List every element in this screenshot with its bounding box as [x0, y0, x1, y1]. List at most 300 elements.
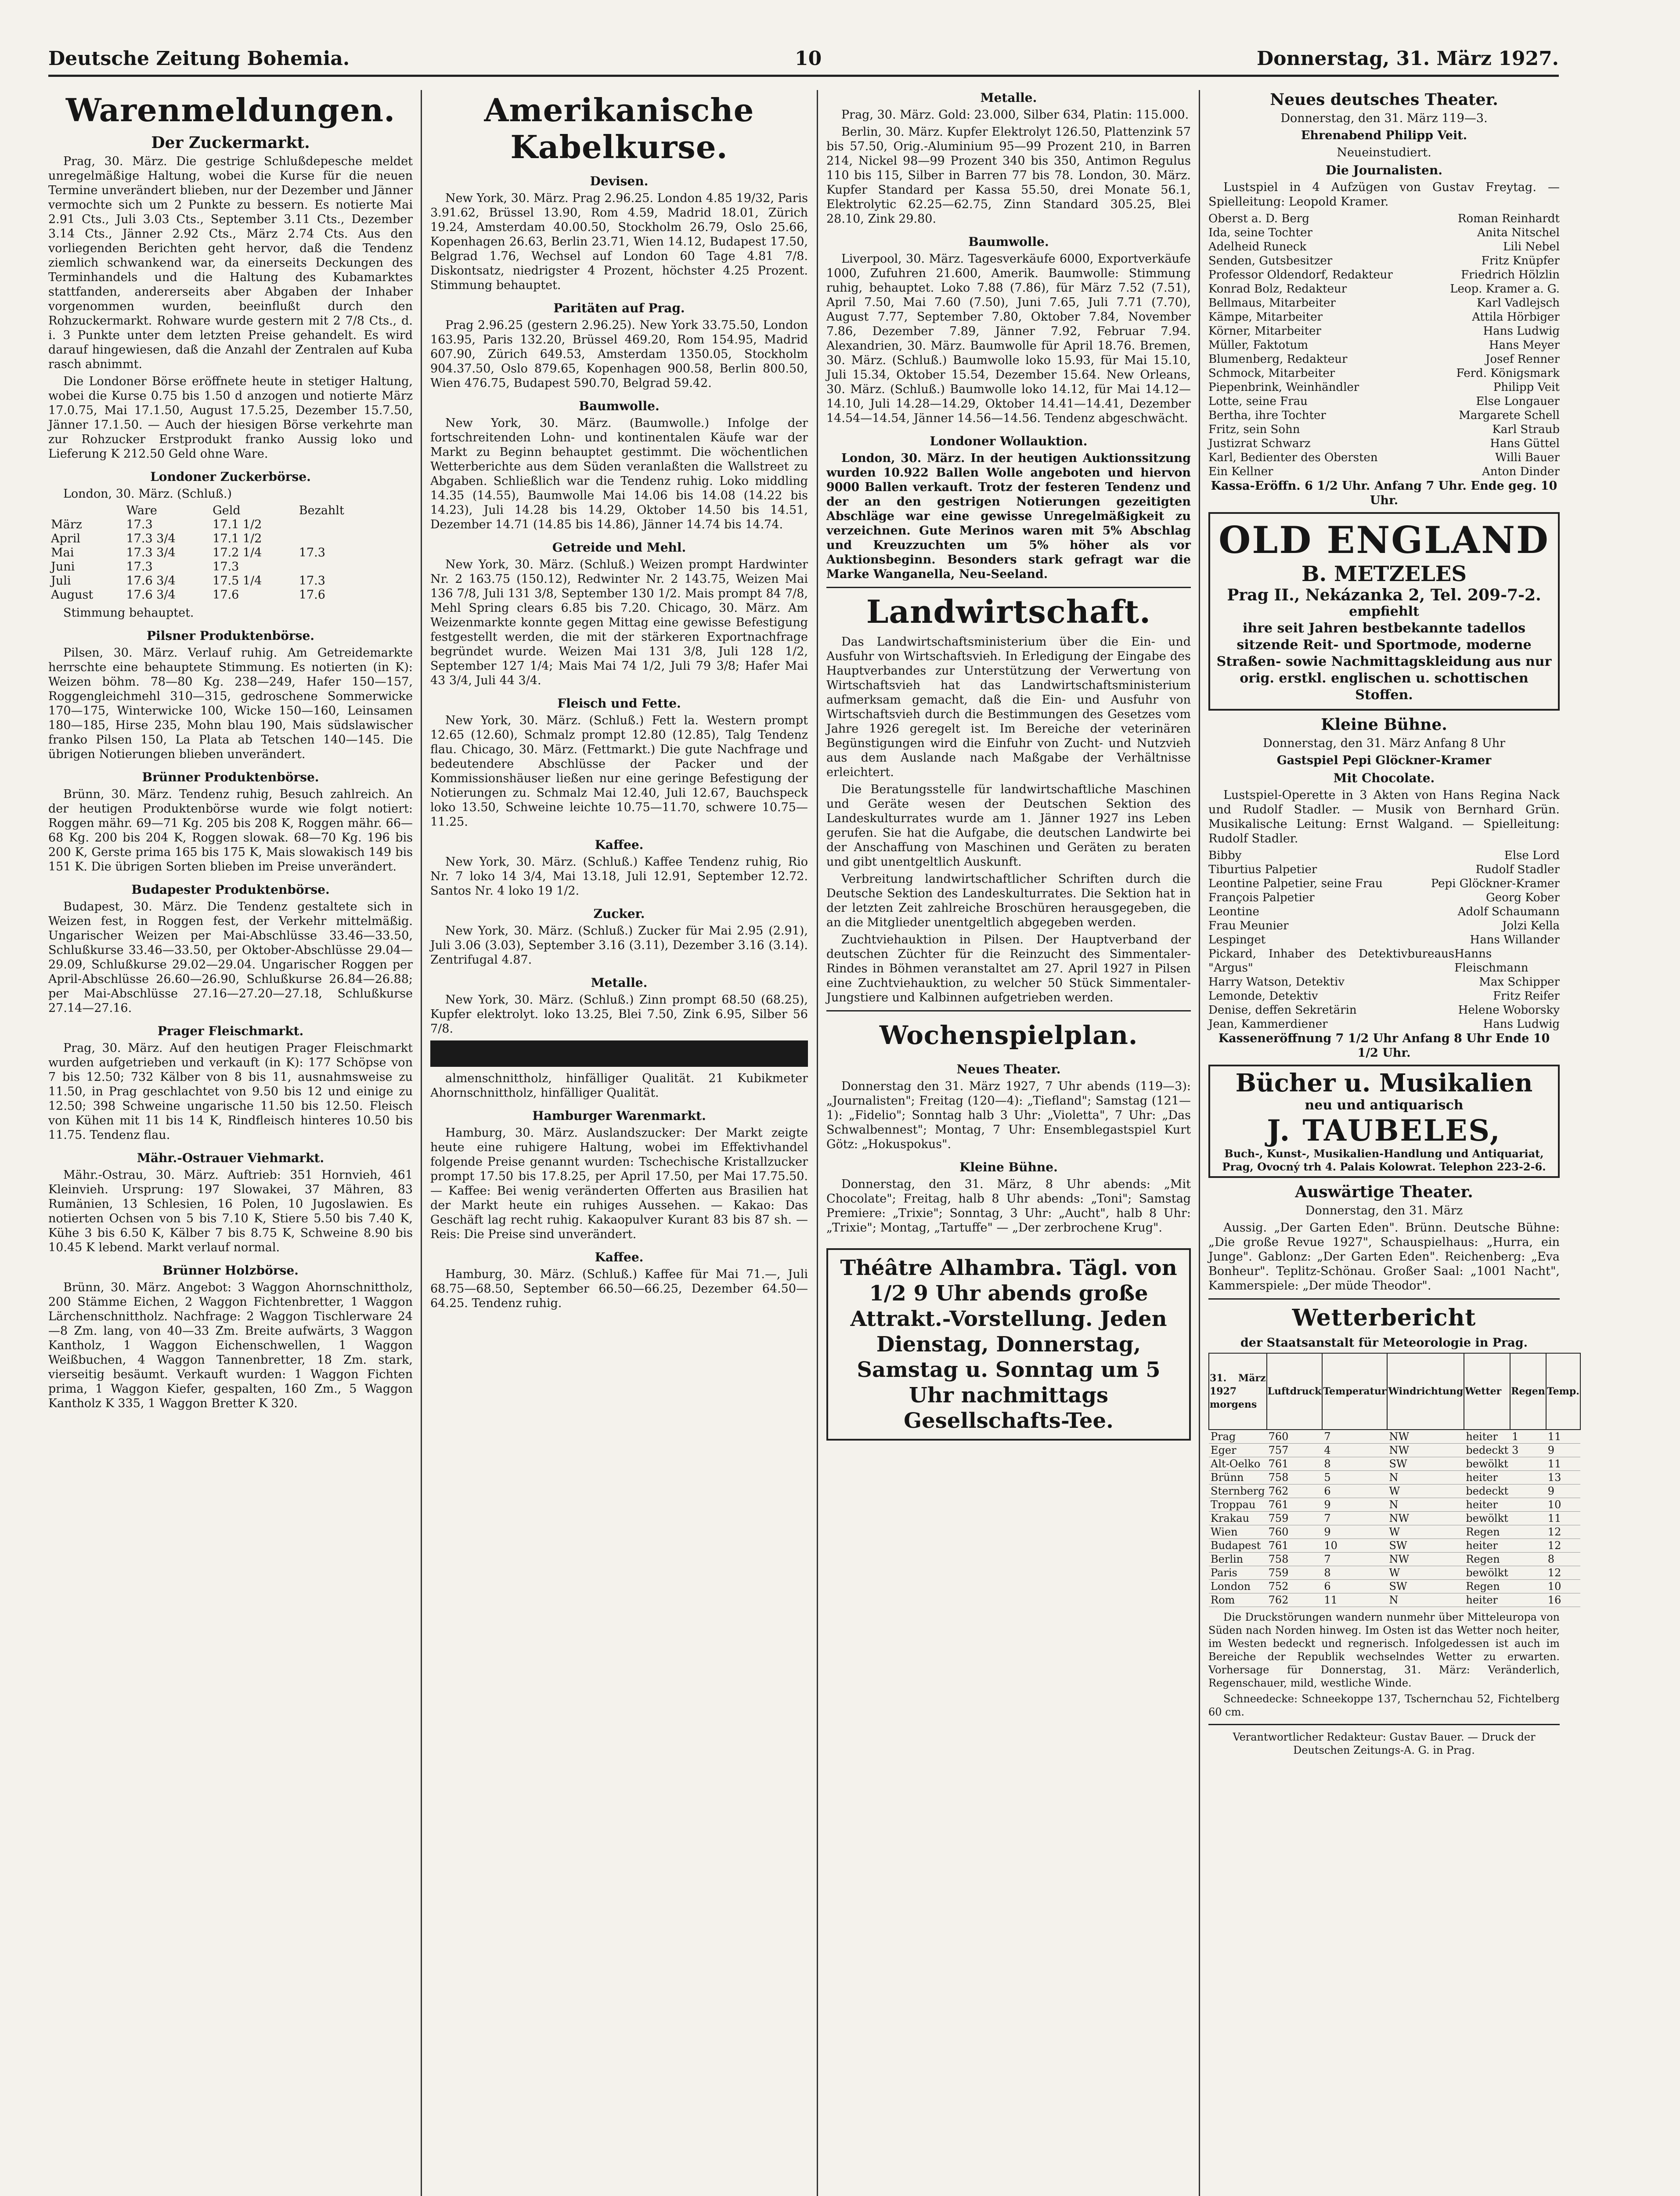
text-cell: 17.1 1/2 — [213, 518, 262, 531]
list-item — [1208, 394, 1560, 408]
column-divider — [421, 90, 422, 2196]
text-cell: NW — [1387, 1553, 1464, 1566]
text-cell: Regen — [1510, 1353, 1546, 1430]
divider — [1208, 1298, 1560, 1300]
text-cell: 9 — [1546, 1444, 1580, 1457]
list-item — [1208, 451, 1560, 465]
text-cell: Körner, Mitarbeiter — [1208, 325, 1321, 338]
text-cell: Sternberg — [1209, 1484, 1267, 1498]
text-cell: Ferd. Königsmark — [1456, 367, 1560, 380]
text-cell: François Palpetier — [1208, 891, 1315, 904]
text-cell: Temp. — [1546, 1353, 1580, 1430]
list-item — [1208, 212, 1560, 226]
text-cell: Wien — [1209, 1525, 1267, 1539]
text-cell: Budapest — [1209, 1539, 1267, 1553]
table-row — [1209, 1498, 1580, 1512]
text-cell: Lemonde, Detektiv — [1208, 990, 1318, 1003]
text-cell: N — [1387, 1471, 1464, 1484]
text-cell — [48, 504, 124, 518]
text-cell: Willi Bauer — [1495, 451, 1560, 464]
list-item — [1208, 240, 1560, 254]
text-cell: 9 — [1322, 1498, 1387, 1512]
newspaper-name: Deutsche Zeitung Bohemia. — [48, 47, 350, 70]
text-cell: heiter — [1464, 1539, 1510, 1553]
text-cell: Denise, deffen Sekretärin — [1208, 1004, 1357, 1017]
list-item — [1208, 975, 1560, 989]
text-cell: 762 — [1267, 1593, 1323, 1607]
text-cell: Piepenbrink, Weinhändler — [1208, 381, 1359, 394]
article-text: New York, 30. März. (Schluß.) Kaffee Tendenz ruhig, Rio Nr. 7 loko 14 3/4, Mai 13.18, Juli 12.91, September 12.72. Santos Nr. 4 loko 19 1/2. — [430, 855, 808, 898]
subheading: Baumwolle. — [579, 399, 660, 413]
text-cell: Wetter — [1464, 1353, 1510, 1430]
event-subtitle: Ehrenabend Philipp Veit. — [1301, 129, 1467, 142]
text-cell: Georg Kober — [1486, 891, 1560, 904]
text-cell: 17.3 — [126, 560, 153, 574]
text-cell: Ware — [126, 504, 157, 517]
text-cell: 9 — [1546, 1484, 1580, 1498]
table-row — [1209, 1580, 1580, 1593]
price-table — [48, 504, 376, 602]
text-cell: Fritz Reifer — [1493, 990, 1560, 1003]
text-cell: Helene Woborsky — [1458, 1004, 1560, 1017]
text-cell: Fritz, sein Sohn — [1208, 423, 1300, 436]
table-row — [1209, 1593, 1580, 1607]
text-cell: 11 — [1546, 1430, 1580, 1444]
article-text: Liverpool, 30. März. Tagesverkäufe 6000, Exportverkäufe 1000, Zufuhren 21.600, Amerik. Baumwolle: Stimmung ruhig, behauptet. Loko 7.88 (7.86), für März 7.52 (7.51), April 7.50, Mai 7.60 (7.50), Juni 7.65, Juli 7.71 (7.70), August 7.77, September 7.80, Oktober 7.84, November 7.86, Dezember 7.89, Jänner 7.92, Februar 7.94. Alexandrien, 30. März. Baumwolle für April 18.76. Bremen, 30. März. (Schluß.) Baumwolle loko 15.93, für Mai 15.10, Juli 15.34, Oktober 15.54, Dezember 15.64. New Orleans, 30. März. (Schluß.) Baumwolle loko 14.12, für Mai 14.12—14.10, Juli 14.28—14.29, Oktober 14.41—14.41, Dezember 14.54—14.54, Jänner 14.56—14.56. Tendenz abgeschwächt. — [826, 252, 1191, 425]
text-cell: 8 — [1322, 1566, 1387, 1580]
table-row — [1209, 1457, 1580, 1471]
subheading: Mähr.-Ostrauer Viehmarkt. — [137, 1151, 324, 1165]
event-date: Donnerstag, den 31. März — [1305, 1204, 1463, 1217]
text-cell: Prag — [1209, 1430, 1267, 1444]
text-cell — [296, 560, 376, 574]
cast-list — [1208, 212, 1560, 479]
list-item — [1208, 891, 1560, 905]
article-text: Verbreitung landwirtschaftlicher Schriften durch die Deutsche Sektion des Landeskulturrates. Die Sektion hat in der letzten Zeit zahlreiche Broschüren herausgegeben, die an die Mitglieder unentgeltlich abgegeben werden. — [826, 872, 1191, 929]
text-cell: Hans Güttel — [1490, 437, 1560, 450]
subheading: Neues Theater. — [956, 1062, 1061, 1076]
text-cell — [1510, 1580, 1546, 1593]
subheading: Neues deutsches Theater. — [1270, 90, 1498, 109]
text-cell: Leontine Palpetier, seine Frau — [1208, 877, 1383, 890]
table-row — [1209, 1512, 1580, 1525]
text-cell: Temperatur — [1322, 1353, 1387, 1430]
text-cell: 17.3 3/4 — [126, 546, 176, 560]
text-cell: 11 — [1546, 1512, 1580, 1525]
event-date: Donnerstag, den 31. März 119—3. — [1280, 112, 1488, 125]
text-cell: Adelheid Runeck — [1208, 240, 1307, 253]
text-cell: Eger — [1209, 1444, 1267, 1457]
article-text: Stimmung behauptet. — [63, 606, 194, 620]
text-cell: NW — [1387, 1430, 1464, 1444]
column-divider — [817, 90, 818, 2196]
text-cell: heiter — [1464, 1430, 1510, 1444]
subheading: Londoner Wollauktion. — [930, 434, 1088, 448]
text-cell: 17.6 — [213, 588, 239, 602]
text-cell: Rudolf Stadler — [1475, 863, 1560, 876]
list-item — [1208, 226, 1560, 240]
article-text: Prag, 30. März. Die gestrige Schlußdepesche meldet unregelmäßige Haltung, wobei die Kurse für die neuen Termine unverändert blieben, nur der Dezember und Jänner vermochte sich um 2 Punkte zu bessern. Es notierte Mai 2.91 Cts., Juli 3.03 Cts., September 3.11 Cts., Dezember 3.14 Cts., Jänner 2.92 Cts., März 2.74 Cts. Aus den vorliegenden Berichten geht hervor, daß die Tendenz ziemlich schwankend war, da einerseits Deckungen des Terminhandels und die Haltung des Kubamarktes stattfanden, andererseits aber Abgaben der Inhaber vorgenommen wurden, beeinflußt durch den Rohzuckermarkt. Rohware wurde gestern mit 2 7/8 Cts., d. i. 3 Punkte unter dem letzten Preise gehandelt. Es wird darauf hingewiesen, daß die Anzahl der Zentralen auf Kuba rasch abnimmt. — [48, 155, 413, 371]
table-row — [1209, 1553, 1580, 1566]
subheading: Auswärtige Theater. — [1295, 1183, 1473, 1201]
subheading: Kleine Bühne. — [1321, 715, 1447, 734]
list-item — [1208, 1003, 1560, 1017]
weather-table — [1208, 1353, 1581, 1607]
text-cell: 7 — [1322, 1512, 1387, 1525]
subheading: Pilsner Produktenbörse. — [146, 628, 315, 643]
text-cell: Max Schipper — [1479, 975, 1560, 989]
text-cell: Brünn — [1209, 1471, 1267, 1484]
text-cell: 760 — [1267, 1430, 1323, 1444]
ad-headline: Bücher u. Musikalien — [1235, 1069, 1533, 1098]
article-text: Die Druckstörungen wandern nunmehr über Mitteleuropa von Süden nach Norden hinweg. Im Osten ist das Wetter noch heiter, im Westen bedeckt und regnerisch. Infolgedessen ist auch im Bereiche der Republik wechselndes Wetter zu erwarten. Vorhersage für Donnerstag, 31. März: Veränderlich, Regenschauer, mild, westliche Winde. — [1208, 1611, 1560, 1689]
ad-body: ihre seit Jahren bestbekannte tadellos sitzende Reit- und Sportmode, moderne Straßen- sowie Nachmittagskleidung aus nur orig. erstkl. englischen u. schottischen Stoffen. — [1216, 621, 1552, 703]
text-cell: April — [51, 532, 80, 545]
text-cell — [296, 518, 376, 532]
article-text: Brünn, 30. März. Tendenz ruhig, Besuch zahlreich. An der heutigen Produktenbörse wurde wie folgt notiert: Roggen mähr. 69—71 Kg. 205 bis 208 K, Roggen mähr. 66—68 Kg. 200 bis 204 K, Roggen slowak. 68—70 Kg. 196 bis 200 K, Gerste prima 165 bis 175 K, Mais slowakisch 149 bis 151 K. Die übrigen Sorten blieben im Preise unverändert. — [48, 787, 413, 874]
text-cell: 761 — [1267, 1539, 1323, 1553]
play-title: Die Journalisten. — [1326, 163, 1442, 177]
text-cell: 6 — [1322, 1484, 1387, 1498]
text-cell: Bibby — [1208, 849, 1242, 862]
text-cell: heiter — [1464, 1498, 1510, 1512]
subheading: der Staatsanstalt für Meteorologie in Prag. — [1240, 1336, 1528, 1350]
subheading: Devisen. — [590, 174, 649, 188]
list-item — [1208, 338, 1560, 352]
event-times: Kasseneröffnung 7 1/2 Uhr Anfang 8 Uhr Ende 10 1/2 Uhr. — [1218, 1032, 1550, 1060]
text-cell: 10 — [1322, 1539, 1387, 1553]
text-cell: Ida, seine Tochter — [1208, 226, 1312, 239]
text-cell — [1510, 1539, 1546, 1553]
article-text: Das Landwirtschaftsministerium über die Ein- und Ausfuhr von Wirtschaftsvieh. In Erledigung der Eingabe des Hauptverbandes zur Unterstützung der Verwertung von Wirtschaftsvieh hat das Landwirtschaftsministerium aufmerksam gemacht, daß die Ein- und Ausfuhr von Wirtschaftsvieh durch die Bestimmungen des Gesetzes vom Jahre 1926 geregelt ist. Im Bereiche der veterinären Begünstigungen wird die Einfuhr von Zucht- und Nutzvieh aus dem Auslande nach Maßgabe der Verhältnisse erleichtert. — [826, 635, 1191, 779]
article-text: Aussig. „Der Garten Eden". Brünn. Deutsche Bühne: „Die große Revue 1927", Schauspielhaus: „Hurra, ein Junge". Gablonz: „Der Garten Eden". Reichenberg: „Eva Bonheur". Teplitz-Schönau. Großer Saal: „1001 Nacht", Kammerspiele: „Der müde Theodor". — [1208, 1221, 1560, 1293]
list-item — [1208, 919, 1560, 933]
subheading: Metalle. — [980, 90, 1037, 105]
list-item — [1208, 877, 1560, 891]
ad-company: B. METZELES — [1301, 562, 1467, 586]
text-cell: SW — [1387, 1457, 1464, 1471]
text-cell: 1 — [1510, 1430, 1546, 1444]
text-cell: 752 — [1267, 1580, 1323, 1593]
ad-company: J. TAUBELES, — [1267, 1113, 1501, 1148]
subheading: Der Zuckermarkt. — [151, 134, 310, 152]
list-item — [1208, 863, 1560, 877]
text-cell: heiter — [1464, 1593, 1510, 1607]
text-cell: Mai — [51, 546, 74, 560]
table-row — [48, 560, 376, 574]
text-cell: Karl, Bedienter des Obersten — [1208, 451, 1378, 464]
text-cell: 760 — [1267, 1525, 1323, 1539]
text-cell: Rom — [1209, 1593, 1267, 1607]
text-cell: Harry Watson, Detektiv — [1208, 975, 1345, 989]
column-commodity-reports — [48, 90, 413, 2196]
text-cell: Leontine — [1208, 905, 1259, 918]
text-cell: 17.6 3/4 — [126, 574, 176, 588]
text-cell: Ein Kellner — [1208, 465, 1273, 478]
article-text: Lustspiel in 4 Aufzügen von Gustav Freytag. — Spielleitung: Leopold Kramer. — [1208, 181, 1560, 209]
text-cell: London — [1209, 1580, 1267, 1593]
text-cell: Professor Oldendorf, Redakteur — [1208, 268, 1393, 282]
list-item — [1208, 282, 1560, 296]
text-cell: Blumenberg, Redakteur — [1208, 353, 1348, 366]
text-cell: NW — [1387, 1444, 1464, 1457]
article-text: Budapest, 30. März. Die Tendenz gestaltete sich in Weizen fest, in Roggen fest, der Verkehr mittelmäßig. Ungarischer Weizen per Mai-Abschlüsse 33.46—33.50, Schlußkurse 33.46—33.50, per Oktober-Abschlüsse 29.04—29.09, Schlußkurse 29.02—29.04. Ungarischer Roggen per April-Abschlüsse 26.60—26.90, Schlußkurse 26.84—26.88; per Mai-Abschlüsse 27.16—27.20—27.18, Schlußkurse 27.14—27.16. — [48, 900, 413, 1015]
text-cell: 10 — [1546, 1580, 1580, 1593]
text-cell: 12 — [1546, 1539, 1580, 1553]
list-item — [1208, 849, 1560, 863]
list-item — [1208, 268, 1560, 282]
text-cell — [1510, 1593, 1546, 1607]
list-item — [1208, 423, 1560, 437]
list-item — [1208, 437, 1560, 451]
text-cell: Karl Straub — [1492, 423, 1560, 436]
text-cell: 758 — [1267, 1553, 1323, 1566]
text-cell — [1510, 1525, 1546, 1539]
text-cell: 11 — [1546, 1457, 1580, 1471]
text-cell: März — [51, 518, 82, 531]
column-divider — [1199, 90, 1200, 2196]
article-text: New York, 30. März. (Schluß.) Zinn prompt 68.50 (68.25), Kupfer elektrolyt. loko 13.25, Blei 7.50, Zink 6.95, Silber 56 7/8. — [430, 993, 808, 1036]
text-cell: bedeckt — [1464, 1484, 1510, 1498]
event-note: Neueinstudiert. — [1337, 146, 1431, 159]
text-cell: Luftdruck — [1267, 1353, 1323, 1430]
table-row — [48, 518, 376, 532]
text-cell: Schmock, Mitarbeiter — [1208, 367, 1335, 380]
text-cell: 761 — [1267, 1457, 1323, 1471]
text-cell: N — [1387, 1498, 1464, 1512]
article-text: New York, 30. März. (Schluß.) Weizen prompt Hardwinter Nr. 2 163.75 (150.12), Redwinter Nr. 2 143.75, Weizen Mai 136 7/8, Juli 131 3/8, September 130 1/2. Mais prompt 84 7/8, Mehl Spring clears 6.85 bis 7.20. Chicago, 30. März. Am Weizenmarkte konnte gegen Mittag eine gewisse Befestigung festgestellt werden, die mit der stärkeren Exportnachfrage begründet wurde. Weizen Mai 131 3/8, Juli 128 1/2, September 127 1/4; Mais Mai 74 1/2, Juli 79 3/8; Hafer Mai 43 3/4, Juli 44 3/4. — [430, 558, 808, 687]
text-cell: Jean, Kammerdiener — [1208, 1018, 1328, 1031]
taubeles-ad — [1208, 1065, 1560, 1178]
text-cell: 17.3 — [299, 546, 325, 560]
text-cell: Pickard, Inhaber des Detektivbureaus "Argus" — [1208, 947, 1455, 975]
text-cell: 9 — [1322, 1525, 1387, 1539]
masthead — [48, 44, 1559, 77]
text-cell — [296, 532, 376, 546]
text-cell: Konrad Bolz, Redakteur — [1208, 282, 1347, 296]
text-cell: 7 — [1322, 1430, 1387, 1444]
text-cell: Margarete Schell — [1459, 409, 1560, 422]
list-item — [1208, 352, 1560, 366]
table-row — [48, 546, 376, 560]
list-item — [1208, 254, 1560, 268]
article-text: Berlin, 30. März. Kupfer Elektrolyt 126.50, Plattenzink 57 bis 57.50, Orig.-Aluminium 95—99 Prozent 210, in Barren 214, Nickel 98—99 Prozent 340 bis 350, Antimon Regulus 110 bis 115, Silber in Barren 77 bis 78. London, 30. März. Kupfer Standard per Kassa 55.50, drei Monate 56.1, Elektrolytic 62.25—62.75, Zinn Standard 305.25, Blei 28.10, Zink 29.80. — [826, 125, 1191, 226]
text-cell: Anita Nitschel — [1477, 226, 1560, 239]
column-markets-agriculture — [826, 90, 1191, 2196]
table-row — [1209, 1566, 1580, 1580]
article-text: Mähr.-Ostrau, 30. März. Auftrieb: 351 Hornvieh, 461 Kleinvieh. Ursprung: 197 Slowakei, 37 Mähren, 83 Rumänien, 13 Schlesien, 16 Polen, 10 Jugoslawien. Es notierten Ochsen von 5 bis 7.10 K, Stiere 5.50 bis 7.40 K, Kühe 3 bis 6.50 K, Kälber 7 bis 8.75 K, Schweine 8.90 bis 10.45 K lebend. Markt verlauf normal. — [48, 1168, 413, 1254]
text-cell: 17.3 — [299, 574, 325, 588]
article-text: New York, 30. März. (Schluß.) Zucker für Mai 2.95 (2.91), Juli 3.06 (3.03), September 3.16 (3.11), Dezember 3.16 (3.14). Zentrifugal 4.87. — [430, 924, 808, 967]
text-cell: heiter — [1464, 1471, 1510, 1484]
text-cell: bewölkt — [1464, 1566, 1510, 1580]
text-cell: SW — [1387, 1580, 1464, 1593]
divider — [826, 587, 1191, 588]
text-cell: 7 — [1322, 1553, 1387, 1566]
table-row — [1209, 1444, 1580, 1457]
text-cell: Friedrich Hölzlin — [1461, 268, 1560, 282]
subheading: Londoner Zuckerbörse. — [150, 470, 311, 484]
text-cell: Jolzi Kella — [1502, 919, 1560, 932]
article-text: Prag, 30. März. Gold: 23.000, Silber 634, Platin: 115.000. — [841, 108, 1189, 122]
subheading: Fleisch und Fette. — [557, 696, 681, 711]
article-text: Prag 2.96.25 (gestern 2.96.25). New York 33.75.50, London 163.95, Paris 132.20, Brüssel 469.20, Rom 154.95, Madrid 607.90, Zürich 649.53, Amsterdam 1350.05, Stockholm 904.37.50, Oslo 879.65, Kopenhagen 900.58, Berlin 800.50, Wien 476.75, Budapest 590.70, Belgrad 59.42. — [430, 318, 808, 390]
text-cell: Pepi Glöckner-Kramer — [1431, 877, 1560, 890]
list-item — [1208, 366, 1560, 380]
text-cell: 758 — [1267, 1471, 1323, 1484]
column-theater-weather — [1208, 90, 1579, 2196]
list-item — [1208, 933, 1560, 947]
subheading: Baumwolle. — [968, 235, 1049, 249]
ad-subline: neu und antiquarisch — [1305, 1098, 1464, 1113]
text-cell: Adolf Schaumann — [1457, 905, 1560, 918]
article-text: Hamburg, 30. März. Auslandszucker: Der Markt zeigte heute eine ruhigere Haltung, wobei im Effektivhandel folgende Preise genannt wurden: Tschechische Kristallzucker prompt 17.50 bis 17.8.25, per April 17.50, per Mai 17.75.50. — Kaffee: Bei wenig veränderten Offerten aus Brasilien hat der Markt heute ein ruhiges Aussehen. — Kakao: Das Geschäft lag recht ruhig. Kakaopulver Kurant 83 bis 87 sh. — Reis: Die Preise sind unverändert. — [430, 1126, 808, 1241]
article-text: London, 30. März. (Schluß.) — [63, 487, 232, 501]
cast-list — [1208, 849, 1560, 1031]
text-cell: Hanns Fleischmann — [1454, 947, 1529, 975]
table-row — [1209, 1484, 1580, 1498]
table-row — [1209, 1471, 1580, 1484]
article-text: almenschnittholz, hinfälliger Qualität. 21 Kubikmeter Ahornschnittholz, hinfälliger Qualität. — [430, 1072, 808, 1100]
article-text: Schneedecke: Schneekoppe 137, Tschernchau 52, Fichtelberg 60 cm. — [1208, 1693, 1560, 1718]
article-text: New York, 30. März. Prag 2.96.25. London 4.85 19/32, Paris 3.91.62, Brüssel 13.90, Rom 4.59, Madrid 18.01, Zürich 19.24, Amsterdam 40.00.50, Stockholm 26.79, Oslo 25.66, Kopenhagen 26.63, Berlin 23.71, Wien 14.12, Budapest 17.50, Belgrad 1.76, Wechsel auf London 60 Tage 4.81 7/8. Diskontsatz, niedrigster 4 Prozent, höchster 4.25 Prozent. Stimmung behauptet. — [430, 191, 808, 292]
old-england-ad — [1208, 512, 1560, 711]
article-text: Pilsen, 30. März. Verlauf ruhig. Am Getreidemarkte herrschte eine behauptete Stimmung. Es notierten (in K): Weizen böhm. 78—80 Kg. 238—249, Hafer 150—157, Roggengleichmehl 310—315, gedroschene Sommerwicke 170—175, Winterwicke 100, Wicke 150—160, Leinsamen 180—185, Hirse 235, Mohn blau 190, Mais südslawischer franko Pilsen 150, La Plata ab Tetschen 140—145. Die übrigen Notierungen blieben unverändert. — [48, 646, 413, 761]
text-cell: Fritz Knüpfer — [1481, 254, 1560, 267]
text-cell: Kämpe, Mitarbeiter — [1208, 311, 1323, 324]
table-row — [1209, 1430, 1580, 1444]
text-cell: Attila Hörbiger — [1472, 311, 1560, 324]
text-cell: Bertha, ihre Tochter — [1208, 409, 1326, 422]
article-text: Lustspiel-Operette in 3 Akten von Hans Regina Nack und Rudolf Stadler. — Musik von Bernhard Grün. Musikalische Leitung: Ernst Walgand. — Spielleitung: Rudolf Stadler. — [1208, 788, 1560, 845]
text-cell: Lotte, seine Frau — [1208, 395, 1308, 408]
subheading: Paritäten auf Prag. — [553, 301, 685, 315]
list-item — [1208, 408, 1560, 423]
play-title: Mit Chocolate. — [1333, 771, 1435, 785]
text-cell: W — [1387, 1525, 1464, 1539]
ad-headline: OLD ENGLAND — [1219, 518, 1550, 562]
text-cell: SW — [1387, 1539, 1464, 1553]
text-cell — [1510, 1498, 1546, 1512]
text-cell: Hans Ludwig — [1483, 1018, 1560, 1031]
list-item — [1208, 905, 1560, 919]
list-item — [1208, 1017, 1560, 1031]
text-cell: 12 — [1546, 1525, 1580, 1539]
text-cell: Lespinget — [1208, 933, 1266, 946]
subheading: Getreide und Mehl. — [552, 540, 686, 555]
event-subtitle: Gastspiel Pepi Glöckner-Kramer — [1276, 754, 1492, 767]
text-cell: 757 — [1267, 1444, 1323, 1457]
text-cell: 761 — [1267, 1498, 1323, 1512]
list-item — [1208, 310, 1560, 324]
text-cell: 17.6 3/4 — [126, 588, 176, 602]
text-cell: 17.6 — [299, 588, 325, 602]
text-cell: Else Longauer — [1476, 395, 1560, 408]
text-cell — [1510, 1457, 1546, 1471]
text-cell: Tiburtius Palpetier — [1208, 863, 1317, 876]
text-cell: Regen — [1464, 1525, 1510, 1539]
section-title: Wetterbericht — [1292, 1304, 1476, 1331]
text-cell: Josef Renner — [1485, 353, 1560, 366]
text-cell: Krakau — [1209, 1512, 1267, 1525]
list-item — [1208, 296, 1560, 310]
divider — [1208, 1724, 1560, 1725]
subheading: Kaffee. — [595, 1250, 644, 1264]
article-text: New York, 30. März. (Baumwolle.) Infolge der fortschreitenden Lohn- und kontinentalen Käufe war der Markt zu Beginn behauptet gestimmt. Die wöchentlichen Wetterberichte aus dem Süden veranlaßten die Wallstreet zu Abgaben. Schließlich war die Tendenz ruhig. Loko middling 14.35 (14.55), Baumwolle Mai 14.06 bis 14.08 (14.22 bis 14.23), Juli 14.28 bis 14.29, Oktober 14.50 bis 14.51, Dezember 14.71 (14.85 bis 14.86), Jänner 14.74 bis 14.74. — [430, 416, 808, 531]
text-cell: Müller, Faktotum — [1208, 339, 1308, 352]
text-cell: 5 — [1322, 1471, 1387, 1484]
list-item — [1208, 324, 1560, 338]
text-cell — [1510, 1553, 1546, 1566]
table-row — [48, 532, 376, 546]
subheading: Zucker. — [593, 907, 645, 921]
text-cell: Geld — [213, 504, 241, 517]
text-cell: 17.3 — [126, 518, 153, 531]
text-cell — [1510, 1512, 1546, 1525]
table-row — [48, 574, 376, 588]
subheading: Hamburger Warenmarkt. — [532, 1109, 706, 1123]
text-cell: Berlin — [1209, 1553, 1267, 1566]
text-cell: Lili Nebel — [1503, 240, 1560, 253]
column-cable-rates — [430, 90, 808, 2196]
text-cell: Regen — [1464, 1553, 1510, 1566]
text-cell: 17.3 — [213, 560, 239, 574]
text-cell: Juli — [51, 574, 71, 588]
section-title: Warenmeldungen. — [65, 91, 396, 129]
text-cell: Paris — [1209, 1566, 1267, 1580]
text-cell — [1510, 1471, 1546, 1484]
text-cell: W — [1387, 1566, 1464, 1580]
subheading: Kleine Bühne. — [959, 1160, 1058, 1174]
list-item — [1208, 947, 1560, 975]
text-cell: N — [1387, 1593, 1464, 1607]
text-cell: 13 — [1546, 1471, 1580, 1484]
imprint: Verantwortlicher Redakteur: Gustav Bauer. — Druck der Deutschen Zeitungs-A. G. in Prag. — [1233, 1731, 1536, 1756]
text-cell: Troppau — [1209, 1498, 1267, 1512]
table-row — [48, 588, 376, 602]
subheading: Brünner Holzbörse. — [162, 1263, 299, 1278]
subheading: Kaffee. — [595, 838, 644, 852]
article-text: Die Londoner Börse eröffnete heute in stetiger Haltung, wobei die Kurse 0.75 bis 1.50 d anzogen und notierte März 17.0.75, Mai 17.1.50, August 17.5.25, Dezember 15.7.50, Jänner 17.1.50. — Auch der hiesigen Börse verkehrte man zur Rohzucker Erstprodukt franko Aussig loko und Lieferung K 212.50 Geld ohne Ware. — [48, 375, 413, 461]
table-row — [1209, 1539, 1580, 1553]
text-cell: 31. März 1927 morgens — [1209, 1353, 1267, 1430]
subheading: Brünner Produktenbörse. — [142, 770, 319, 784]
list-item — [1208, 465, 1560, 479]
ad-text: Théâtre Alhambra. Tägl. von 1/2 9 Uhr abends große Attrakt.-Vorstellung. Jeden Dienstag, Donnerstag, Samstag u. Sonntag um 5 Uhr nachmittags Gesellschafts-Tee. — [840, 1256, 1177, 1433]
text-cell: 17.1 1/2 — [213, 532, 262, 545]
ad-recommends: empfiehlt — [1349, 604, 1419, 619]
event-date: Donnerstag, den 31. März Anfang 8 Uhr — [1262, 737, 1506, 750]
ad-body: Buch-, Kunst-, Musikalien-Handlung und Antiquariat, Prag, Ovocný trh 4. Palais Kolowrat. Telephon 223-2-6. — [1222, 1147, 1546, 1173]
text-cell: August — [51, 588, 94, 602]
subheading: Prager Fleischmarkt. — [157, 1024, 304, 1038]
text-cell: Hans Willander — [1470, 933, 1560, 946]
article-text: Donnerstag, den 31. März, 8 Uhr abends: „Mit Chocolate"; Freitag, halb 8 Uhr abends: „Toni"; Samstag Premiere: „Trixie"; Sonntag, 3 Uhr: „Aucht", halb 8 Uhr: „Trixie"; Montag, „Tartuffe" — „Der zerbrochene Krug". — [826, 1177, 1191, 1235]
text-cell: Bellmaus, Mitarbeiter — [1208, 296, 1336, 310]
issue-date: Donnerstag, 31. März 1927. — [1256, 47, 1559, 70]
text-cell: Senden, Gutsbesitzer — [1208, 254, 1333, 267]
text-cell: 8 — [1322, 1457, 1387, 1471]
section-title: Landwirtschaft. — [866, 593, 1151, 630]
text-cell: Hans Meyer — [1489, 339, 1560, 352]
text-cell — [1510, 1566, 1546, 1580]
list-item — [1208, 989, 1560, 1003]
article-text: Die Beratungsstelle für landwirtschaftliche Maschinen und Geräte wesen der Deutschen Sektion des Landeskulturrates wurde am 1. Jänner 1927 ins Leben gerufen. Sie hat die Aufgabe, die deutschen Landwirte bei der Anschaffung von Maschinen und Geräten zu beraten und gibt unentgeltlich Auskunft. — [826, 783, 1191, 869]
text-cell: Juni — [51, 560, 75, 574]
article-text: Brünn, 30. März. Angebot: 3 Waggon Ahornschnittholz, 200 Stämme Eichen, 2 Waggon Fichtenbretter, 1 Waggon Lärchenschnittholz. Nachfrage: 2 Waggon Tischlerware 24—8 Zm. lang, von 40—33 Zm. Breite aufwärts, 3 Waggon Kantholz, 1 Waggon Eichenschwellen, 1 Waggon Weißbuchen, 4 Waggon Tannenbretter, 18 Zm. stark, vierseitig besäumt. Verkauft wurden: 1 Waggon Fichten prima, 1 Waggon Kiefer, gespalten, 160 Zm., 5 Waggon Kantholz K 335, 1 Waggon Bretter K 320. — [48, 1281, 413, 1410]
text-cell: bedeckt — [1464, 1444, 1510, 1457]
text-cell: 759 — [1267, 1512, 1323, 1525]
